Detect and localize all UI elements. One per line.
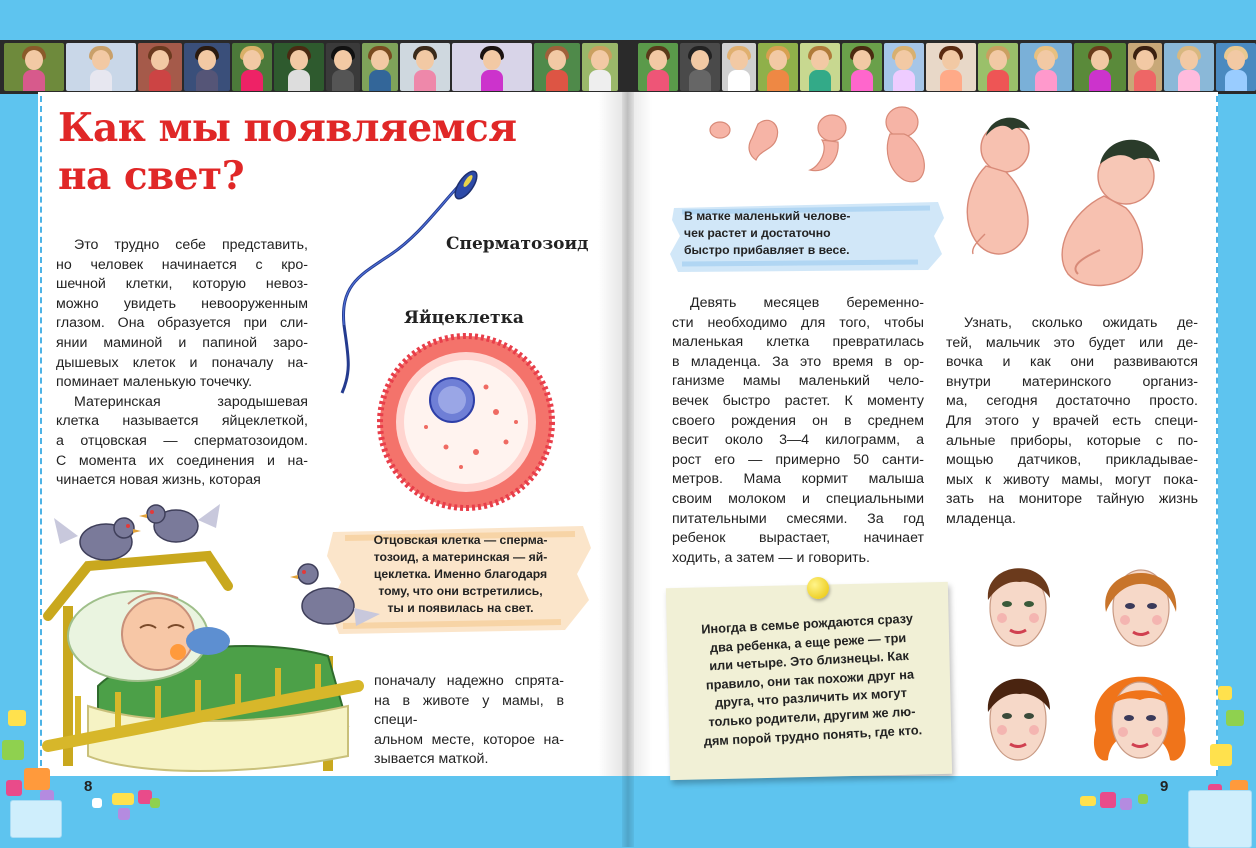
page-number-left: 8 [84,778,93,795]
text-line: альном месте, которое на- [374,731,564,748]
photo-thumbnail [138,43,182,91]
text-line: или четыре. Это близнецы. Как [708,647,910,674]
photo-thumbnail [884,43,924,91]
photo-thumbnail [1216,43,1256,91]
text-line: тей, мальчик это будет или де- [946,334,1198,351]
text-line: быстро прибавляет в весе. [684,243,850,257]
page-title [58,104,558,200]
text-line: но человек начинается с кро- [56,256,308,273]
text-line: чек растет и достаточно [684,226,831,240]
page-number-right: 9 [1160,778,1169,795]
photo-strip [0,40,1256,94]
text-line: Иногда в семье рождаются сразу [700,610,914,637]
photo-thumbnail [184,43,230,91]
text-line: вечек быстро растет. К моменту [672,392,924,409]
face-icon [1088,660,1192,768]
photo-thumbnail [534,43,580,91]
text-line: С момента их соединения и на- [56,452,308,469]
photo-thumbnail [926,43,976,91]
photo-thumbnail [326,43,360,91]
photo-thumbnail [680,43,720,91]
text-line: Это трудно себе представить, [74,237,308,253]
face-icon [978,552,1058,652]
photo-thumbnail [638,43,678,91]
text-line: рост его — примерно 50 санти- [672,451,924,468]
text-line: глазом. Она образуется при сли- [56,315,308,332]
text-line: цеклетка. Именно благодаря [373,567,548,581]
left-body-text [56,236,308,491]
text-line: мых к животу мамы, могут пока- [946,471,1198,488]
photo-thumbnail [362,43,398,91]
text-line: янии маминой и папиной заро- [56,334,308,351]
text-line: ганизме мамы маленький чело- [672,373,924,390]
egg-cell-icon [376,332,556,512]
text-line: Для этого у врачей есть специ- [946,412,1198,429]
face-icon [1098,552,1184,652]
text-line: Отцовская клетка — сперма- [373,533,548,547]
text-line: весит около 3—4 килограмм, а [672,432,924,449]
text-line: В матке маленький челове- [684,209,851,223]
text-line: вочка и как они развиваются [946,354,1198,371]
text-line: только родители, другим же лю- [708,703,916,730]
text-line: правило, они так похожи друг на [705,666,915,693]
text-line: два ребенка, а еще реже — три [709,629,907,655]
text-line: своего рождения он в среднем [672,412,924,429]
photo-thumbnail [1020,43,1072,91]
photo-thumbnail [232,43,272,91]
title-line: на свет? [58,153,245,199]
photo-thumbnail [842,43,882,91]
photo-thumbnail [274,43,324,91]
text-line: внутри материнского организ- [946,373,1198,390]
twins-caption [677,608,943,752]
text-line: Материнская зародышевая [74,393,308,410]
pushpin-icon [807,577,829,599]
text-line: ты и появилась на свет. [387,601,534,615]
text-line: альные приборы, которые с по- [946,432,1198,449]
paragraph [56,393,308,491]
text-line: чинается новая жизнь, которая [56,472,261,489]
baby-cradle-icon [28,496,388,782]
womb-caption [684,208,912,259]
text-line: мощью датчиков, прикладывае- [946,452,1198,469]
right-dashed-border [1216,96,1218,776]
text-line: дышевых клеток и поначалу на- [56,354,308,371]
text-line: тому, что они встретились, [378,584,543,598]
right-column-2 [946,314,1198,530]
book-gutter [622,92,634,847]
text-line: сти необходимо для того, чтобы [672,314,924,331]
photo-thumbnail [1128,43,1162,91]
photo-thumbnail [800,43,840,91]
text-line: младенца. [946,510,1016,527]
text-line: маленькая клетка превратилась [672,334,924,351]
text-line: питательными смесями. За год [672,510,924,527]
photo-thumbnail [582,43,618,91]
photo-thumbnail [1164,43,1214,91]
fetus-large-illustration [1040,130,1170,290]
text-line: шечной клетки, которую невоз- [56,276,308,293]
photo-thumbnail [1074,43,1126,91]
photo-thumbnail [758,43,798,91]
text-line: можно увидеть невооруженным [56,295,308,312]
title-line: Как мы появляемся [58,105,517,151]
text-line: тозоид, а материнская — яй- [373,550,548,564]
text-line: зывается маткой. [374,751,489,768]
photo-thumbnail [4,43,64,91]
text-line: своим молоком и специальными [672,490,924,507]
left-continued-text [374,672,564,770]
text-line: друга, что различить их могут [714,685,908,711]
text-line: ходить, а затем — и говорить. [672,549,870,566]
photo-thumbnail [978,43,1018,91]
text-line: Узнать, сколько ожидать де- [964,315,1198,331]
text-line: на в животе у мамы, в специ- [374,692,564,729]
sperm-label: Сперматозоид [446,234,589,254]
text-line: поминает маленькую точечку. [56,374,253,391]
face-icon [978,662,1058,766]
paragraph [56,236,308,393]
photo-thumbnail [722,43,756,91]
photo-thumbnail [452,43,532,91]
text-line: а отцовская — сперматозоидом. [56,432,308,449]
text-line: клетка называется яйцеклеткой, [56,413,308,430]
text-line: зать на мониторе тайную жизнь [946,491,1198,508]
text-line: Девять месяцев беременно- [690,295,924,311]
egg-label: Яйцеклетка [404,308,524,328]
text-line: дям порой трудно понять, где кто. [703,721,923,749]
text-line: в младенца. За это время в ор- [672,353,924,370]
text-line: ребенок вырастает, начинает [672,530,924,547]
text-line: ма, сегодня достаточно просто. [946,393,1198,410]
text-line: поначалу надежно спрята- [374,673,564,689]
photo-thumbnail [400,43,450,91]
text-line: метров. Мама кормит малыша [672,471,924,488]
photo-thumbnail [66,43,136,91]
right-column-1 [672,294,924,568]
